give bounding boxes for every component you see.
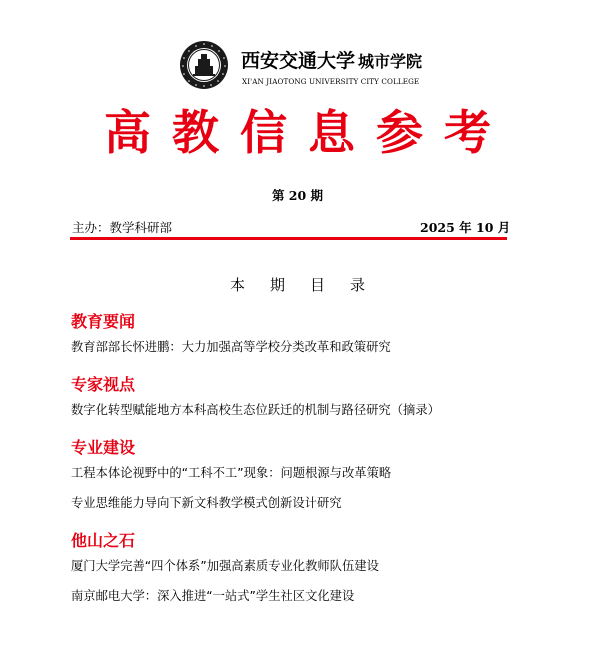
- school-name-en: XI'AN JIAOTONG UNIVERSITY CITY COLLEGE: [242, 77, 420, 86]
- toc-entry[interactable]: 南京邮电大学：深入推进“一站式”学生社区文化建设: [71, 589, 355, 603]
- toc-entry[interactable]: 教育部部长怀进鹏：大力加强高等学校分类改革和政策研究: [71, 340, 391, 354]
- toc-entry[interactable]: 数字化转型赋能地方本科高校生态位跃迁的机制与路径研究（摘录）: [71, 403, 440, 417]
- toc-entry[interactable]: 专业思维能力导向下新文科教学模式创新设计研究: [71, 496, 342, 510]
- school-name-cn: [241, 46, 422, 73]
- school-name-main: 西安交通大学: [241, 50, 356, 72]
- issue-date: 2025 年 10 月: [420, 220, 511, 235]
- header-divider: [70, 237, 507, 240]
- toc-section-title: 他山之石: [71, 531, 136, 550]
- university-seal-logo: [179, 40, 229, 90]
- school-name-suffix: 城市学院: [358, 52, 423, 71]
- toc-entry[interactable]: 工程本体论视野中的“工科不工”现象：问题根源与改革策略: [71, 466, 392, 480]
- toc-heading: 本期目录: [229, 276, 390, 294]
- toc-entry[interactable]: 厦门大学完善“四个体系”加强高素质专业化教师队伍建设: [71, 559, 379, 573]
- publication-title: 高教信息参考: [104, 106, 512, 161]
- toc-section-title: 教育要闻: [71, 312, 136, 331]
- issue-number: 第 20 期: [271, 188, 324, 203]
- host-department: 主办：教学科研部: [72, 220, 173, 235]
- toc-section-title: 专家视点: [71, 375, 136, 394]
- toc-section-title: 专业建设: [71, 438, 136, 457]
